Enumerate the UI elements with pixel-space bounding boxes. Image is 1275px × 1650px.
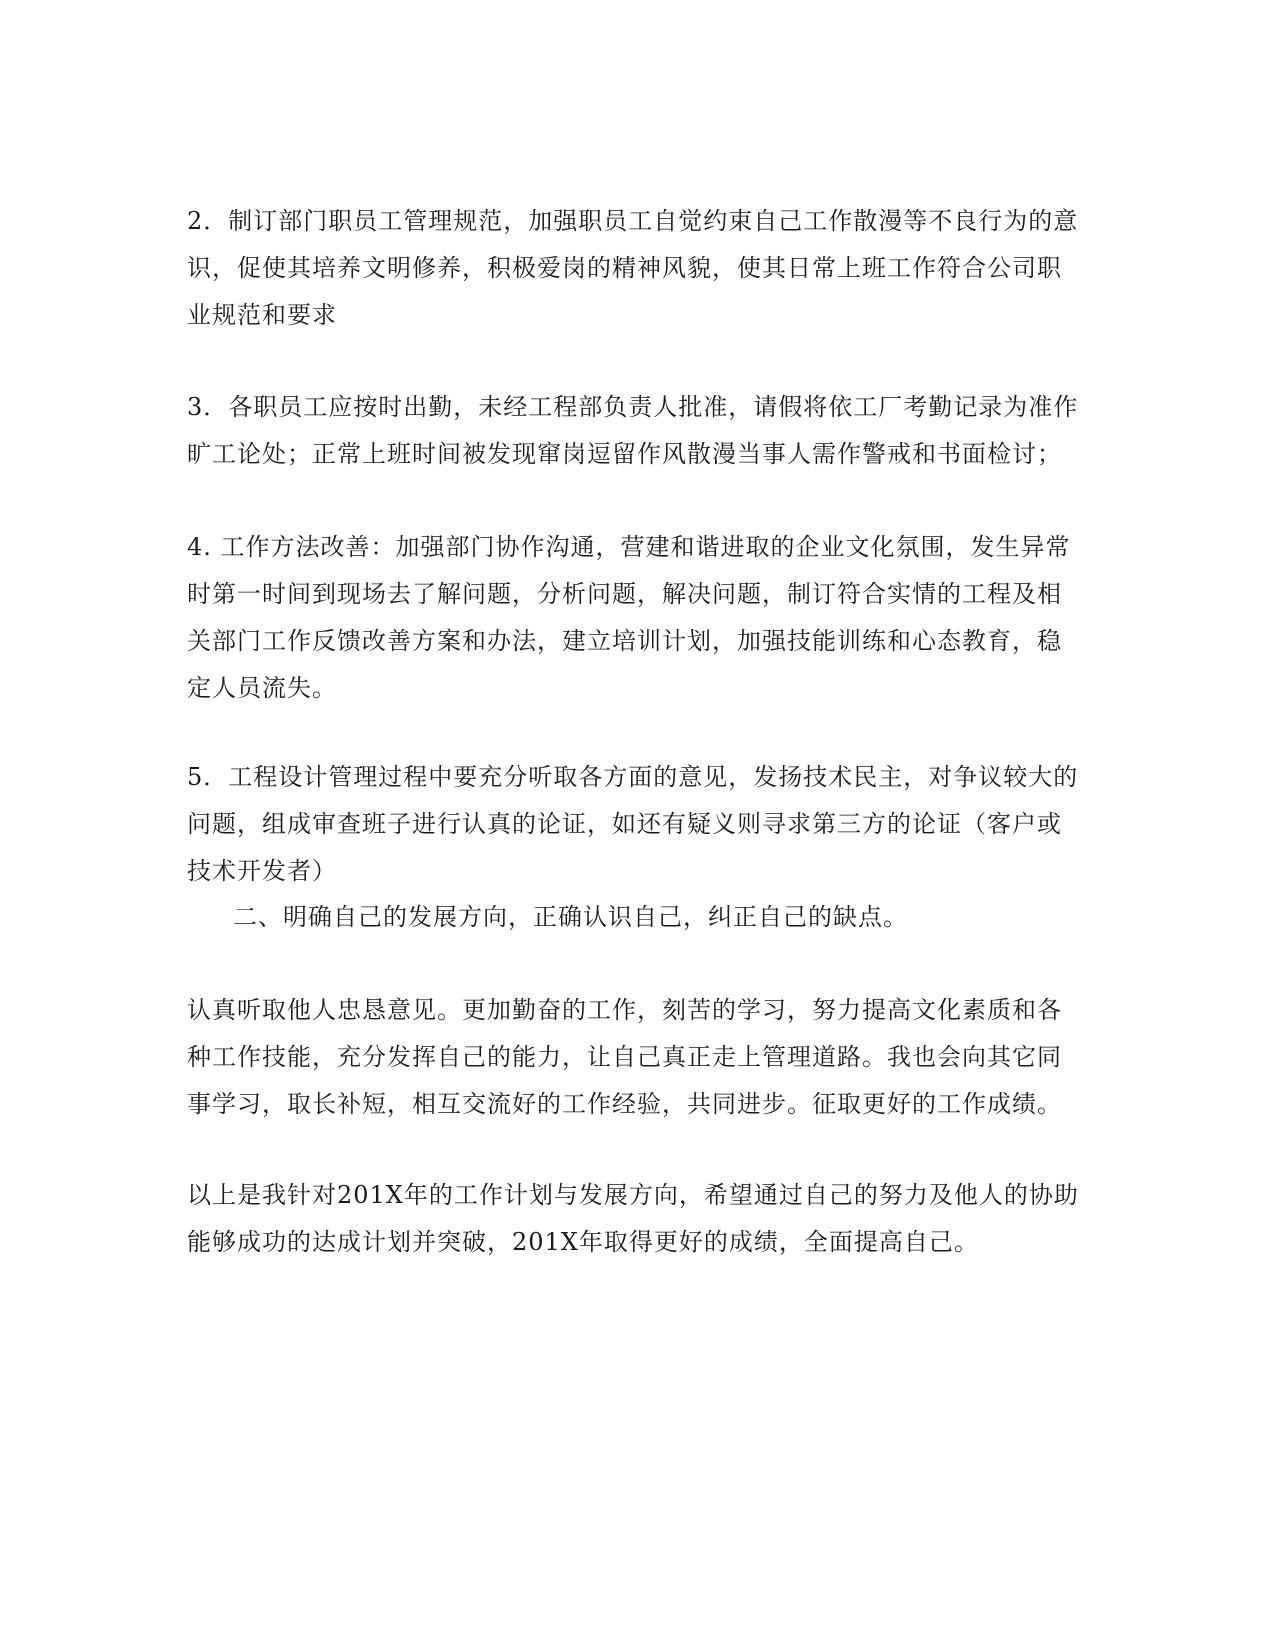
text-line: 业规范和要求: [187, 301, 337, 329]
text-line: 能够成功的达成计划并突破，201X年取得更好的成绩，全面提高自己。: [187, 1228, 979, 1256]
paragraph-item-3: [187, 384, 1078, 478]
paragraph-conclusion: [187, 1172, 1079, 1266]
text-line: 认真听取他人忠恳意见。更加勤奋的工作，刻苦的学习，努力提高文化素质和各: [187, 996, 1062, 1024]
text-line: 技术开发者）: [187, 857, 337, 885]
text-line: 问题，组成审查班子进行认真的论证，如还有疑义则寻求第三方的论证（客户或: [187, 810, 1062, 838]
paragraph-item-5: [187, 754, 1078, 895]
section-heading-text: 二、明确自己的发展方向，正确认识自己，纠正自己的缺点。: [233, 903, 908, 931]
section-heading: [233, 894, 908, 941]
text-line: 定人员流失。: [187, 674, 337, 702]
text-line: 关部门工作反馈改善方案和办法，建立培训计划，加强技能训练和心态教育，稳: [187, 627, 1062, 655]
text-line: 2．制订部门职员工管理规范，加强职员工自觉约束自己工作散漫等不良行为的意: [187, 207, 1079, 235]
paragraph-item-2: [187, 198, 1078, 339]
text-line: 4. 工作方法改善：加强部门协作沟通，营建和谐进取的企业文化氛围，发生异常: [187, 533, 1071, 561]
text-line: 时第一时间到现场去了解问题，分析问题，解决问题，制订符合实情的工程及相: [187, 580, 1062, 608]
paragraph-item-4: [187, 524, 1071, 712]
text-line: 事学习，取长补短，相互交流好的工作经验，共同进步。征取更好的工作成绩。: [187, 1090, 1062, 1118]
text-line: 旷工论处；正常上班时间被发现窜岗逗留作风散漫当事人需作警戒和书面检讨；: [187, 440, 1062, 468]
paragraph-self-improvement: [187, 987, 1062, 1128]
text-line: 识，促使其培养文明修养，积极爱岗的精神风貌，使其日常上班工作符合公司职: [187, 254, 1062, 282]
text-line: 5．工程设计管理过程中要充分听取各方面的意见，发扬技术民主，对争议较大的: [187, 763, 1079, 791]
text-line: 3．各职员工应按时出勤，未经工程部负责人批准，请假将依工厂考勤记录为准作: [187, 393, 1079, 421]
text-line: 种工作技能，充分发挥自己的能力，让自己真正走上管理道路。我也会向其它同: [187, 1043, 1062, 1071]
text-line: 以上是我针对201X年的工作计划与发展方向，希望通过自己的努力及他人的协助: [187, 1181, 1079, 1209]
